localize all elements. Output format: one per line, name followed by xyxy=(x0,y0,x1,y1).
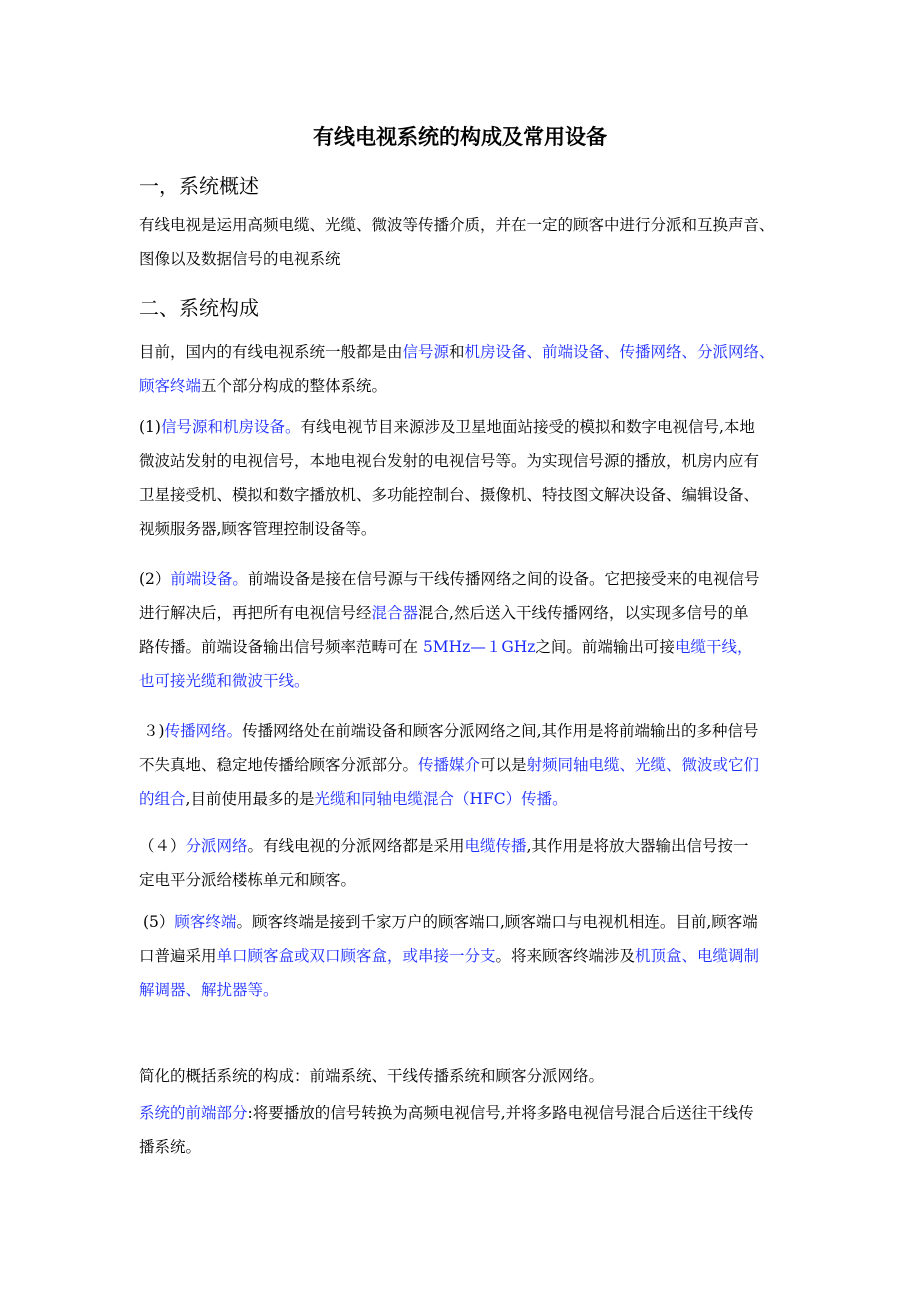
paragraph-line xyxy=(139,630,799,664)
text-run: 之间。前端输出可接 xyxy=(535,638,675,656)
highlight-link[interactable]: 解调器、解扰器等。 xyxy=(139,981,279,999)
text-run: 可以是 xyxy=(480,756,527,774)
paragraph-line xyxy=(139,208,799,242)
highlight-link[interactable]: 的组合 xyxy=(139,790,186,808)
text-run: 进行解决后，再把所有电视信号经 xyxy=(139,604,372,622)
paragraph-front-end xyxy=(139,562,799,698)
text-run: 有线电视是运用高频电缆、光缆、微波等传播介质，并在一定的顾客中进行分派和互换声音、 xyxy=(139,216,775,234)
highlight-link[interactable]: 传播媒介 xyxy=(418,756,481,774)
highlight-link[interactable]: 顾客终端 xyxy=(139,377,202,395)
text-run: 图像以及数据信号的电视系统 xyxy=(139,250,341,268)
paragraph-line xyxy=(139,939,799,973)
text-run: 。顾客终端是接到千家万户的顾客端口,顾客端口与电视机相连。目前,顾客端 xyxy=(236,913,758,931)
text-run: ３) xyxy=(143,722,165,740)
highlight-link[interactable]: 射频同轴电缆、光缆、微波或它们 xyxy=(526,756,760,774)
text-run: 口普遍采用 xyxy=(139,947,217,965)
text-run: 播系统。 xyxy=(139,1138,202,1156)
paragraph-transmission-network xyxy=(139,714,799,816)
paragraph-signal-source xyxy=(139,410,799,546)
highlight-link[interactable]: 光缆和同轴电缆混合（HFC）传播。 xyxy=(314,790,568,808)
paragraph-line xyxy=(139,562,799,596)
text-run: 路传播。前端设备输出信号频率范畴可在 xyxy=(139,638,423,656)
paragraph-line xyxy=(139,512,799,546)
paragraph-line xyxy=(139,369,799,403)
section-heading-overview: 一，系统概述 xyxy=(139,174,259,198)
text-run: 传播网络处在前端设备和顾客分派网络之间,其作用是将前端输出的多种信号 xyxy=(242,722,759,740)
text-run: (2） xyxy=(139,570,171,588)
highlight-link[interactable]: 电缆传播 xyxy=(464,837,527,855)
text-run: ,其作用是将放大器输出信号按一 xyxy=(526,837,749,855)
text-run: 简化的概括系统的构成：前端系统、干线传播系统和顾客分派网络。 xyxy=(139,1067,605,1085)
highlight-link[interactable]: 也可接光缆和微波干线。 xyxy=(139,672,310,690)
highlight-link[interactable]: 传播网络。 xyxy=(164,722,243,740)
paragraph-line xyxy=(139,782,799,816)
text-run: 有线电视节目来源涉及卫星地面站接受的模拟和数字电视信号,本地 xyxy=(300,418,755,436)
highlight-link[interactable]: 信号源 xyxy=(402,343,450,361)
paragraph-overview xyxy=(139,208,799,276)
paragraph-line xyxy=(139,664,799,698)
text-run: 。有线电视的分派网络都是采用 xyxy=(247,837,465,855)
paragraph-line xyxy=(139,242,799,276)
text-run: (5） xyxy=(143,913,175,931)
highlight-link[interactable]: 机顶盒、电缆调制 xyxy=(635,947,760,965)
highlight-link[interactable]: 前端设备。 xyxy=(170,570,248,588)
paragraph-line xyxy=(139,1096,799,1130)
paragraph-line xyxy=(139,973,799,1007)
highlight-link[interactable]: 混合器 xyxy=(371,604,419,622)
highlight-link[interactable]: 机房设备、前端设备、传播网络、分派网络、 xyxy=(464,343,775,361)
paragraph-summary xyxy=(139,1059,799,1093)
paragraph-line xyxy=(139,1059,799,1093)
paragraph-line xyxy=(139,444,799,478)
text-run: 定电平分派给楼栋单元和顾客。 xyxy=(139,871,357,889)
text-run: 视频服务器,顾客管理控制设备等。 xyxy=(139,520,377,538)
paragraph-line xyxy=(139,863,799,897)
text-run: (1) xyxy=(139,418,161,436)
paragraph-line xyxy=(139,478,799,512)
text-run: 和 xyxy=(449,343,465,361)
paragraph-line xyxy=(139,410,799,444)
paragraph-line xyxy=(139,829,799,863)
paragraph-line xyxy=(139,596,799,630)
paragraph-user-terminal xyxy=(139,905,799,1007)
highlight-link[interactable]: 5MHz—１GHz xyxy=(422,638,536,656)
highlight-link[interactable]: 顾客终端 xyxy=(174,913,237,931)
section-heading-composition: 二、系统构成 xyxy=(139,296,259,320)
text-run: 微波站发射的电视信号，本地电视台发射的电视信号等。为实现信号源的播放，机房内应有 xyxy=(139,452,760,470)
text-run: 目前，国内的有线电视系统一般都是由 xyxy=(139,343,403,361)
text-run: 五个部分构成的整体系统。 xyxy=(201,377,388,395)
text-run: 不失真地、稳定地传播给顾客分派部分。 xyxy=(139,756,419,774)
paragraph-line xyxy=(139,335,799,369)
paragraph-line xyxy=(139,905,799,939)
text-run: 前端设备是接在信号源与干线传播网络之间的设备。它把接受来的电视信号 xyxy=(247,570,760,588)
highlight-link[interactable]: 系统的前端部分 xyxy=(139,1104,248,1122)
text-run: ,目前使用最多的是 xyxy=(185,790,315,808)
highlight-link[interactable]: 单口顾客盒或双口顾客盒，或串接一分支 xyxy=(216,947,496,965)
highlight-link[interactable]: 电缆干线， xyxy=(674,638,753,656)
text-run: :将要播放的信号转换为高频电视信号,并将多路电视信号混合后送往干线传 xyxy=(247,1104,754,1122)
text-run: 卫星接受机、模拟和数字播放机、多功能控制台、摄像机、特技图文解决设备、编辑设备、 xyxy=(139,486,760,504)
highlight-link[interactable]: 分派网络 xyxy=(185,837,248,855)
paragraph-front-end-part xyxy=(139,1096,799,1164)
text-run: 。将来顾客终端涉及 xyxy=(495,947,636,965)
highlight-link[interactable]: 信号源和机房设备。 xyxy=(160,418,301,436)
document-title: 有线电视系统的构成及常用设备 xyxy=(313,124,607,149)
text-run: 混合,然后送入干线传播网络，以实现多信号的单 xyxy=(418,604,749,622)
paragraph-line xyxy=(139,714,799,748)
paragraph-line xyxy=(139,748,799,782)
paragraph-distribution-network xyxy=(139,829,799,897)
paragraph-composition-intro xyxy=(139,335,799,403)
text-run: （４） xyxy=(139,837,186,855)
paragraph-line xyxy=(139,1130,799,1164)
